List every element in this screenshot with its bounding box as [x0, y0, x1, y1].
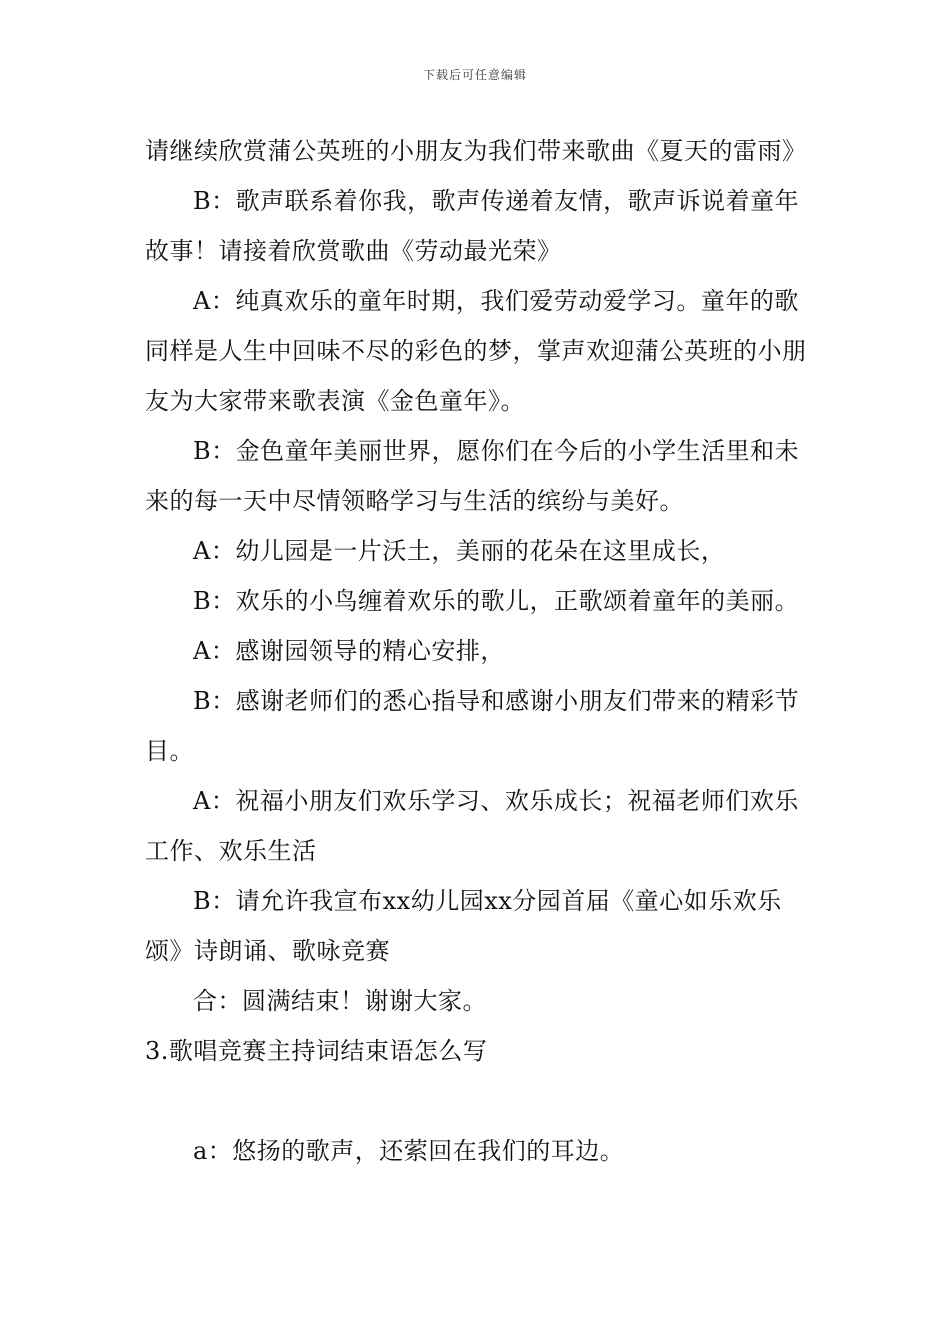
paragraph-3: A：纯真欢乐的童年时期，我们爱劳动爱学习。童年的歌同样是人生中回味不尽的彩色的梦，掌声欢迎蒲公英班的小朋友为大家带来歌表演《金色童年》。 — [145, 287, 807, 415]
section-heading: 3.歌唱竞赛主持词结束语怎么写 — [145, 1037, 488, 1065]
paragraph-8: B：感谢老师们的悉心指导和感谢小朋友们带来的精彩节目。 — [145, 687, 800, 765]
paragraph-9: A：祝福小朋友们欢乐学习、欢乐成长；祝福老师们欢乐工作、欢乐生活 — [145, 787, 799, 865]
paragraph-7: A：感谢园领导的精心安排， — [193, 637, 505, 665]
blank-line — [145, 1076, 810, 1126]
paragraph-10: B：请允许我宣布xx幼儿园xx分园首届《童心如乐欢乐颂》诗朗诵、歌咏竞赛 — [145, 887, 782, 965]
paragraph-12: a：悠扬的歌声，还萦回在我们的耳边。 — [193, 1137, 625, 1165]
paragraph-6: B：欢乐的小鸟缠着欢乐的歌儿，正歌颂着童年的美丽。 — [193, 587, 800, 615]
document-body — [145, 126, 810, 1176]
paragraph-2: B：歌声联系着你我，歌声传递着友情，歌声诉说着童年故事！请接着欣赏歌曲《劳动最光荣》 — [145, 187, 800, 265]
paragraph-4: B：金色童年美丽世界，愿你们在今后的小学生活里和未来的每一天中尽情领略学习与生活的缤纷与美好。 — [145, 437, 800, 515]
paragraph-11: 合：圆满结束！谢谢大家。 — [193, 987, 487, 1015]
paragraph-1: 请继续欣赏蒲公英班的小朋友为我们带来歌曲《夏天的雷雨》 — [145, 137, 807, 165]
page-header: 下载后可任意编辑 — [422, 68, 527, 82]
paragraph-5: A：幼儿园是一片沃土，美丽的花朵在这里成长， — [193, 537, 726, 565]
